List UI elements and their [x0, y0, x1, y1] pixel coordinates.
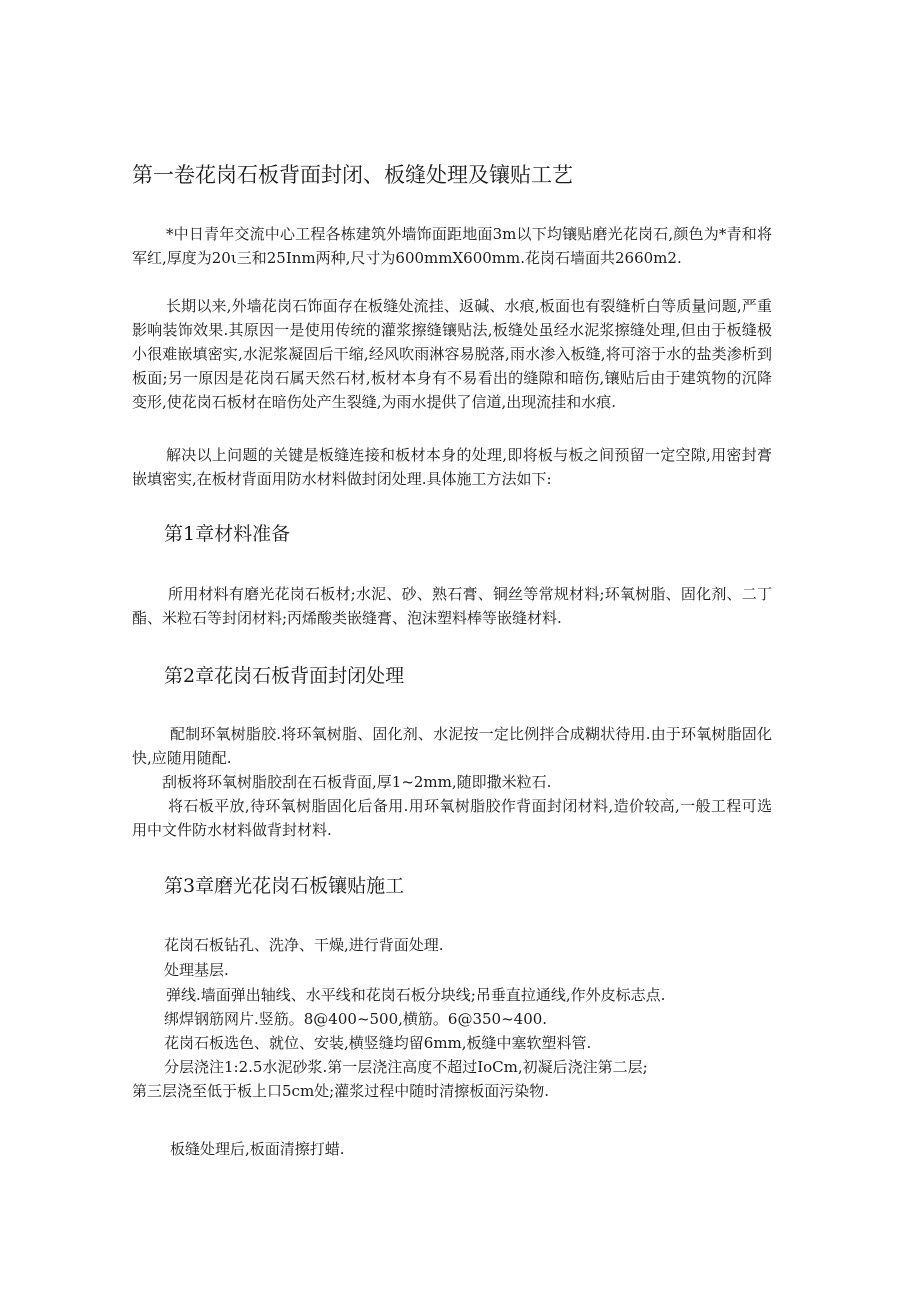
chapter-2-paragraph-3: 将石板平放,待环氧树脂固化后备用.用环氧树脂胶作背面封闭材料,造价较高,一般工程可选用中文件防水材料做背封材料. [132, 797, 772, 839]
chapter-2-paragraph-2: 刮板将环氧树脂胶刮在石板背面,厚1~2mm,随即撒米粒石. [162, 773, 552, 791]
chapter-1-title: 第1章材料准备 [164, 523, 291, 545]
chapter-3-step-4: 绑焊钢筋网片.竖筋。8@400~500,横筋。6@350~400. [164, 1010, 548, 1028]
intro-paragraph-1: *中日青年交流中心工程各栋建筑外墙饰面距地面3m以下均镶贴磨光花岗石,颜色为*青和将军红,厚度为20ι三和25Inm两种,尺寸为600mmX600mm.花岗石墙面共2660m2. [132, 225, 772, 267]
chapter-3-title: 第3章磨光花岗石板镶贴施工 [164, 875, 405, 897]
intro-paragraph-2: 长期以来,外墙花岗石饰面存在板缝处流挂、返碱、水痕,板面也有裂缝析白等质量问题,严重影响装饰效果.其原因一是使用传统的灌浆擦缝镶贴法,板缝处虽经水泥浆擦缝处理,但由于板缝极小很难嵌填密实,水泥浆凝固后干缩,经风吹雨淋容易脱落,雨水渗入板缝,将可溶于水的盐类渗析到板面;另一原因是花岗石属天然石材,板材本身有不易看出的缝隙和暗伤,镶贴后由于建筑物的沉降变形,使花岗石板材在暗伤处产生裂缝,为雨水提供了信道,出现流挂和水痕. [132, 297, 772, 411]
chapter-3-step-1: 花岗石板钻孔、洗净、干燥,进行背面处理. [164, 936, 444, 954]
chapter-3-step-6a: 分层浇注1:2.5水泥砂浆.第一层浇注高度不超过IoCm,初凝后浇注第二层; [164, 1058, 648, 1076]
chapter-1-paragraph: 所用材料有磨光花岗石板材;水泥、砂、熟石膏、铜丝等常规材料;环氧树脂、固化剂、二丁酯、米粒石等封闭材料;丙烯酸类嵌缝膏、泡沫塑料棒等嵌缝材料. [132, 585, 772, 627]
chapter-3-step-6b: 第三层浇至低于板上口5cm处;灌浆过程中随时清擦板面污染物. [132, 1082, 549, 1100]
document-title: 第一卷花岗石板背面封闭、板缝处理及镶贴工艺 [132, 163, 573, 187]
chapter-2-title: 第2章花岗石板背面封闭处理 [164, 665, 405, 687]
chapter-3-step-7: 板缝处理后,板面清擦打蜡. [170, 1140, 345, 1158]
chapter-3-step-5: 花岗石板选色、就位、安装,横竖缝均留6mm,板缝中塞软塑料管. [164, 1034, 592, 1052]
chapter-3-step-2: 处理基层. [164, 961, 229, 979]
intro-paragraph-3: 解决以上问题的关键是板缝连接和板材本身的处理,即将板与板之间预留一定空隙,用密封膏嵌填密实,在板材背面用防水材料做封闭处理.具体施工方法如下: [132, 446, 772, 488]
chapter-2-paragraph-1: 配制环氧树脂胶.将环氧树脂、固化剂、水泥按一定比例拌合成糊状待用.由于环氧树脂固化快,应随用随配. [132, 725, 772, 767]
chapter-3-step-3: 弹线.墙面弹出轴线、水平线和花岗石板分块线;吊垂直拉通线,作外皮标志点. [166, 986, 666, 1004]
